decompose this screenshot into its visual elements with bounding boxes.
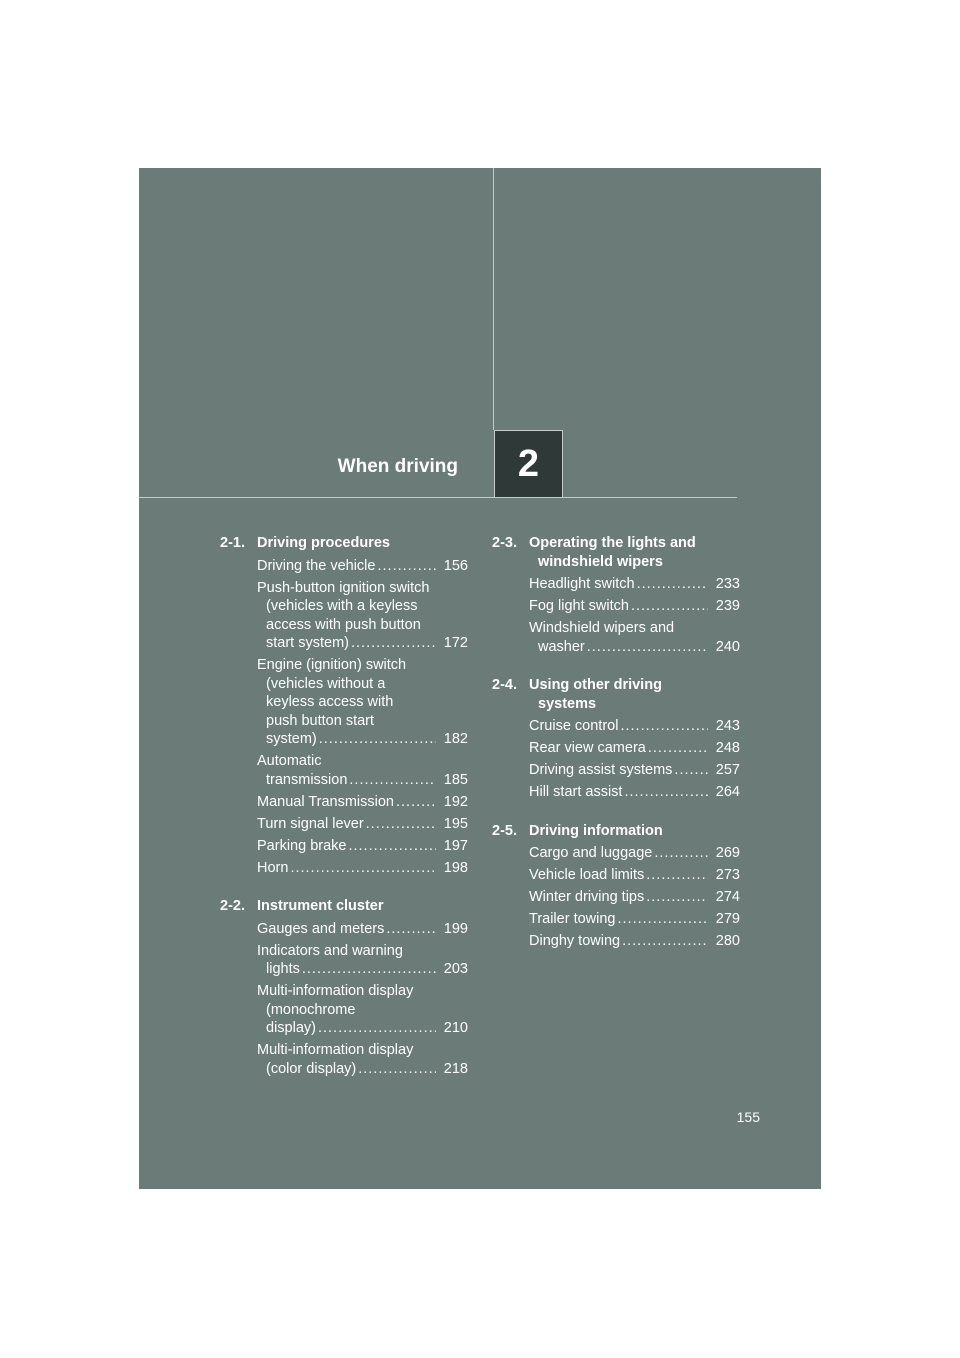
- toc-entry[interactable]: [257, 920, 468, 939]
- toc-entry[interactable]: [257, 793, 468, 812]
- entry-title: [529, 888, 712, 907]
- dot-leader: [358, 1060, 436, 1079]
- section-heading: [492, 676, 740, 713]
- section-title-line: Driving information: [529, 822, 663, 839]
- dot-leader: [348, 837, 436, 856]
- entry-line: push button start: [266, 712, 375, 729]
- entry-page-number: 198: [443, 859, 468, 876]
- entry-title: [257, 815, 440, 834]
- entry-page-number: 264: [715, 784, 740, 800]
- entry-label: Horn: [257, 859, 289, 876]
- toc-entry[interactable]: [529, 717, 740, 736]
- entry-page-number: 192: [443, 793, 468, 810]
- entry-line: [257, 815, 440, 834]
- entry-line: [529, 844, 712, 863]
- entry-title: [257, 942, 440, 979]
- entry-page-number: 274: [715, 889, 740, 905]
- dot-leader: [349, 771, 436, 790]
- entry-label: Winter driving tips: [529, 889, 645, 905]
- dot-leader: [654, 844, 708, 863]
- dot-leader: [290, 859, 436, 878]
- toc-entry[interactable]: [257, 557, 468, 576]
- section-number: 2-3.: [492, 535, 517, 551]
- chapter-number: 2: [517, 442, 540, 485]
- entry-label: washer: [538, 638, 585, 655]
- toc-entry[interactable]: [257, 982, 468, 1038]
- entry-title: [529, 866, 712, 885]
- entry-line: [257, 960, 440, 979]
- dot-leader: [377, 557, 436, 576]
- entry-line: Windshield wipers and: [529, 620, 675, 636]
- entry-title: [257, 982, 440, 1038]
- entry-title: [257, 837, 440, 856]
- entry-line: [257, 730, 440, 749]
- entry-label: Fog light switch: [529, 598, 629, 614]
- entry-label: Headlight switch: [529, 576, 635, 592]
- entry-title: [529, 619, 712, 656]
- entry-line: (vehicles without a: [266, 675, 386, 692]
- entry-label: system): [266, 731, 317, 747]
- section-number: 2-4.: [492, 677, 517, 693]
- entry-title: [257, 579, 440, 653]
- entry-title: [257, 793, 440, 812]
- entry-page-number: 243: [715, 718, 740, 734]
- entry-page-number: 172: [443, 635, 468, 651]
- toc-entry[interactable]: [529, 888, 740, 907]
- section-title: [529, 676, 740, 713]
- section-heading: [492, 822, 740, 841]
- entry-line: Automatic: [257, 753, 322, 769]
- entry-line: [529, 783, 712, 802]
- entry-title: [529, 783, 712, 802]
- dot-leader: [319, 730, 436, 749]
- entry-line: Indicators and warning: [257, 942, 403, 959]
- entry-page-number: 210: [443, 1020, 468, 1036]
- entry-line: access with push button: [266, 616, 421, 633]
- toc-entry[interactable]: [529, 844, 740, 863]
- toc-section: [220, 897, 468, 1078]
- section-title: [529, 534, 740, 571]
- entry-label: Hill start assist: [529, 784, 623, 800]
- section-title-line: Instrument cluster: [257, 898, 384, 914]
- dot-leader: [646, 866, 708, 885]
- entry-title: [257, 920, 440, 939]
- entry-title: [529, 761, 712, 780]
- section-number: 2-2.: [220, 898, 245, 914]
- entry-label: Trailer towing: [529, 911, 616, 927]
- page-number: 155: [736, 1109, 760, 1125]
- toc-entry[interactable]: [529, 761, 740, 780]
- dot-leader: [302, 960, 436, 979]
- entry-label: Driving the vehicle: [257, 557, 376, 574]
- dot-leader: [396, 793, 436, 812]
- entry-label: Turn signal lever: [257, 815, 364, 832]
- toc-entry[interactable]: [257, 1041, 468, 1078]
- entry-label: start system): [266, 635, 349, 651]
- dot-leader: [631, 597, 708, 616]
- entry-page-number: 195: [443, 815, 468, 832]
- entry-line: [257, 859, 440, 878]
- dot-leader: [622, 932, 708, 951]
- dot-leader: [618, 910, 709, 929]
- toc-section: [492, 676, 740, 802]
- entry-title: [257, 656, 440, 749]
- vertical-divider: [493, 168, 494, 430]
- section-title-line: windshield wipers: [538, 553, 663, 570]
- toc-entry[interactable]: [529, 597, 740, 616]
- toc-entry[interactable]: [257, 656, 468, 749]
- dot-leader: [386, 920, 436, 939]
- dot-leader: [587, 638, 708, 657]
- toc-entry[interactable]: [529, 739, 740, 758]
- section-heading: [220, 534, 468, 553]
- entry-line: [529, 717, 712, 736]
- dot-leader: [351, 634, 436, 653]
- entry-line: [529, 575, 712, 594]
- entry-page-number: 185: [443, 771, 468, 788]
- entry-title: [529, 932, 712, 951]
- entry-title: [529, 844, 712, 863]
- entry-line: [529, 910, 712, 929]
- entry-label: transmission: [266, 771, 348, 788]
- entry-line: Engine (ignition) switch: [257, 657, 407, 673]
- section-number: 2-1.: [220, 535, 245, 551]
- entry-label: Driving assist systems: [529, 762, 673, 778]
- toc-section: [220, 534, 468, 877]
- entry-line: [529, 638, 712, 657]
- entry-line: [257, 793, 440, 812]
- dot-leader: [674, 761, 708, 780]
- toc-entry[interactable]: [257, 752, 468, 789]
- toc-section: [492, 822, 740, 951]
- dot-leader: [637, 575, 708, 594]
- entry-title: [257, 1041, 440, 1078]
- entry-label: Vehicle load limits: [529, 867, 645, 883]
- toc-entry[interactable]: [257, 579, 468, 653]
- section-title: [257, 534, 468, 553]
- section-title-line: Driving procedures: [257, 535, 390, 551]
- entry-title: [257, 859, 440, 878]
- entry-line: keyless access with: [266, 694, 394, 710]
- dot-leader: [620, 717, 708, 736]
- toc-entry[interactable]: [529, 575, 740, 594]
- entry-label: Gauges and meters: [257, 920, 385, 937]
- entry-line: [257, 634, 440, 653]
- entry-page-number: 279: [715, 911, 740, 927]
- entry-line: [529, 932, 712, 951]
- entry-page-number: 199: [443, 920, 468, 937]
- toc-entry[interactable]: [257, 837, 468, 856]
- toc-section: [492, 534, 740, 656]
- entry-line: [257, 920, 440, 939]
- dot-leader: [646, 888, 708, 907]
- entry-label: (color display): [266, 1060, 357, 1077]
- toc-entry[interactable]: [257, 942, 468, 979]
- toc-entry[interactable]: [257, 815, 468, 834]
- entry-label: display): [266, 1020, 316, 1036]
- entry-title: [257, 557, 440, 576]
- entry-line: (monochrome: [266, 1001, 356, 1018]
- entry-label: Manual Transmission: [257, 793, 394, 810]
- entry-line: [529, 866, 712, 885]
- entry-line: Multi-information display: [257, 983, 414, 999]
- entry-page-number: 218: [443, 1060, 468, 1077]
- entry-label: Rear view camera: [529, 740, 646, 756]
- entry-line: [257, 837, 440, 856]
- dot-leader: [318, 1019, 436, 1038]
- section-heading: [220, 897, 468, 916]
- chapter-title: When driving: [337, 456, 458, 477]
- dot-leader: [366, 815, 436, 834]
- toc-column-right: [492, 534, 740, 971]
- entry-page-number: 239: [715, 598, 740, 614]
- toc-column-left: [220, 534, 468, 1098]
- entry-line: (vehicles with a keyless: [266, 598, 418, 614]
- entry-page-number: 248: [715, 740, 740, 756]
- dot-leader: [624, 783, 708, 802]
- entry-page-number: 182: [443, 731, 468, 747]
- section-heading: [492, 534, 740, 571]
- entry-line: [529, 597, 712, 616]
- toc-entry[interactable]: [529, 783, 740, 802]
- entry-line: [529, 739, 712, 758]
- entry-line: [529, 888, 712, 907]
- entry-title: [529, 597, 712, 616]
- horizontal-divider: [139, 497, 737, 498]
- entry-page-number: 197: [443, 837, 468, 854]
- section-title-line: systems: [538, 695, 597, 712]
- entry-title: [529, 717, 712, 736]
- entry-page-number: 156: [443, 557, 468, 574]
- toc-entry[interactable]: [529, 619, 740, 656]
- entry-title: [529, 739, 712, 758]
- section-title: [529, 822, 740, 841]
- dot-leader: [648, 739, 708, 758]
- entry-label: Cargo and luggage: [529, 845, 653, 861]
- entry-label: Dinghy towing: [529, 933, 621, 949]
- entry-line: Multi-information display: [257, 1042, 414, 1058]
- entry-page-number: 233: [715, 576, 740, 592]
- entry-title: [529, 910, 712, 929]
- entry-title: [257, 752, 440, 789]
- toc-entry[interactable]: [529, 910, 740, 929]
- entry-line: [529, 761, 712, 780]
- section-number: 2-5.: [492, 822, 517, 839]
- entry-page-number: 269: [715, 845, 740, 861]
- entry-page-number: 257: [715, 762, 740, 778]
- section-title: [257, 897, 468, 916]
- entry-label: lights: [266, 961, 300, 977]
- toc-entry[interactable]: [529, 932, 740, 951]
- chapter-number-box: [494, 430, 563, 497]
- entry-page-number: 203: [443, 961, 468, 977]
- section-title-line: Using other driving: [529, 677, 662, 693]
- entry-title: [529, 575, 712, 594]
- section-title-line: Operating the lights and: [529, 535, 696, 551]
- entry-label: Cruise control: [529, 718, 619, 734]
- entry-label: Parking brake: [257, 837, 347, 854]
- entry-line: Push-button ignition switch: [257, 579, 430, 596]
- entry-page-number: 240: [715, 638, 740, 655]
- entry-line: [257, 771, 440, 790]
- entry-page-number: 280: [715, 933, 740, 949]
- toc-entry[interactable]: [529, 866, 740, 885]
- entry-page-number: 273: [715, 867, 740, 883]
- entry-line: [257, 1019, 440, 1038]
- entry-line: [257, 1060, 440, 1079]
- entry-line: [257, 557, 440, 576]
- toc-entry[interactable]: [257, 859, 468, 878]
